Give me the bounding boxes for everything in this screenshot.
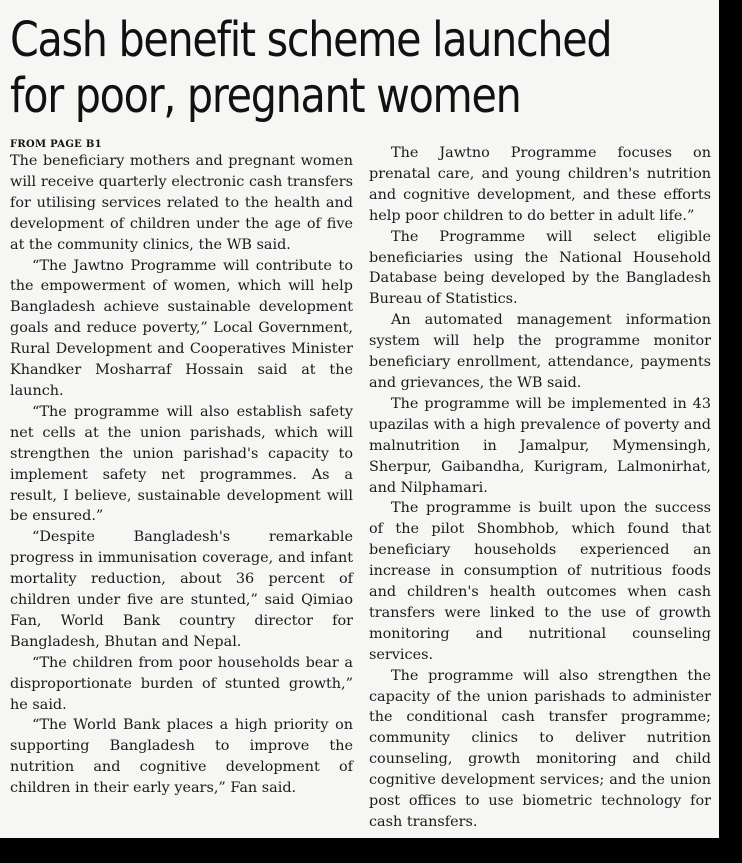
- paragraph: The programme will be implemented in 43 upazilas with a high prevalence of poverty and malnutrition in Jamalpur, Mymensingh, Sherpur, Gaibandha, Kurigram, Lalmonirhat, and Nilphamari.: [369, 395, 711, 496]
- article-column-right: [369, 143, 711, 833]
- paragraph: “The children from poor households bear a disproportionate burden of stunted growth,” he said.: [10, 654, 353, 713]
- paragraph: “The World Bank places a high priority on supporting Bangladesh to improve the nutrition and cognitive development of children in their early years,” Fan said.: [10, 717, 353, 797]
- paragraph: The Programme will select eligible beneficiaries using the National Household Database being developed by the Bangladesh Bureau of Statistics.: [369, 228, 711, 308]
- paragraph: The programme will also strengthen the capacity of the union parishads to administer the conditional cash transfer programme; community clinics to deliver nutrition counseling, growth monitoring and child cognitive development services; and the union post offices to use biometric technology for cash transfers.: [369, 667, 711, 830]
- paragraph: An automated management information system will help the programme monitor beneficiary enrollment, attendance, payments and grievances, the WB said.: [369, 312, 711, 391]
- paragraph: “Despite Bangladesh's remarkable progress in immunisation coverage, and infant mortality reduction, about 36 percent of children under five are stunted,” said Qimiao Fan, World Bank country director for Bangladesh, Bhutan and Nepal.: [10, 529, 353, 650]
- paragraph: The beneficiary mothers and pregnant women will receive quarterly electronic cash transfers for utilising services related to the health and development of children under the age of five at the community clinics, the WB said.: [10, 153, 353, 253]
- article-column-left: [10, 138, 353, 799]
- paragraph: “The programme will also establish safety net cells at the union parishads, which will strengthen the union parishad's capacity to implement safety net programmes. As a result, I believe, sustainable development will be ensured.”: [10, 403, 353, 525]
- paragraph: “The Jawtno Programme will contribute to the empowerment of women, which will help Bangladesh achieve sustainable development goals and reduce poverty,” Local Government, Rural Development and Cooperatives Minister Khandker Mosharraf Hossain said at the launch.: [10, 257, 353, 399]
- paragraph: The programme is built upon the success of the pilot Shombhob, which found that beneficiary households experienced an increase in consumption of nutritious foods and children's health outcomes when cash transfers were linked to the use of growth monitoring and nutritional counseling services.: [369, 500, 711, 663]
- headline: Cash benefit scheme launched for poor, pregnant women: [10, 12, 612, 124]
- continuation-kicker: FROM PAGE B1: [10, 139, 102, 150]
- paragraph: The Jawtno Programme focuses on prenatal care, and young children's nutrition and cognitive development, and these efforts help poor children to do better in adult life.”: [369, 145, 711, 224]
